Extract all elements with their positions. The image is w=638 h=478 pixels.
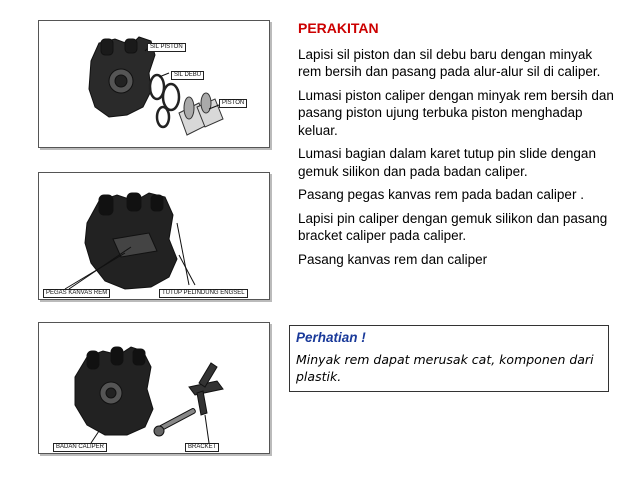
instruction-paragraph: Lumasi piston caliper dengan minyak rem bersih dan pasang piston ujung terbuka piston menghadap keluar. — [298, 87, 614, 138]
label-bracket: BRACKET — [185, 443, 219, 452]
figure-caliper-spring — [38, 172, 270, 300]
note-title: Perhatian ! — [296, 330, 366, 345]
label-pegas-kanvas-rem: PEGAS KANVAS REM — [43, 289, 110, 298]
figure-caliper-bracket — [38, 322, 270, 454]
figure-caliper-seals — [38, 20, 270, 148]
warning-note — [289, 325, 609, 392]
note-body: Minyak rem dapat merusak cat, komponen dari plastik. — [296, 352, 594, 384]
instruction-paragraph: Pasang pegas kanvas rem pada badan caliper . — [298, 187, 584, 202]
label-badan-caliper: BADAN CALIPER — [53, 443, 107, 452]
instruction-paragraph: Lumasi bagian dalam karet tutup pin slide dengan gemuk silikon dan pada badan caliper. — [298, 146, 596, 179]
instruction-paragraph: Pasang kanvas rem dan caliper — [298, 251, 488, 267]
caliper-seals-illustration — [39, 21, 271, 149]
caliper-bracket-illustration — [39, 323, 271, 455]
instruction-paragraph: Lapisi pin caliper dengan gemuk silikon dan pasang bracket caliper pada caliper. — [298, 210, 608, 243]
label-piston: PISTON — [219, 99, 247, 108]
label-tutup-pelindung-engsel: TUTUP PELINDUNG ENGSEL — [159, 289, 248, 298]
section-heading: PERAKITAN — [298, 20, 379, 36]
caliper-spring-illustration — [39, 173, 271, 301]
instruction-paragraph: Lapisi sil piston dan sil debu baru dengan minyak rem bersih dan pasang pada alur-alur sil di caliper. — [298, 46, 601, 79]
assembly-instructions — [298, 20, 618, 274]
label-sil-piston: SIL PISTON — [147, 43, 186, 52]
label-sil-debu: SIL DEBU — [171, 71, 204, 80]
